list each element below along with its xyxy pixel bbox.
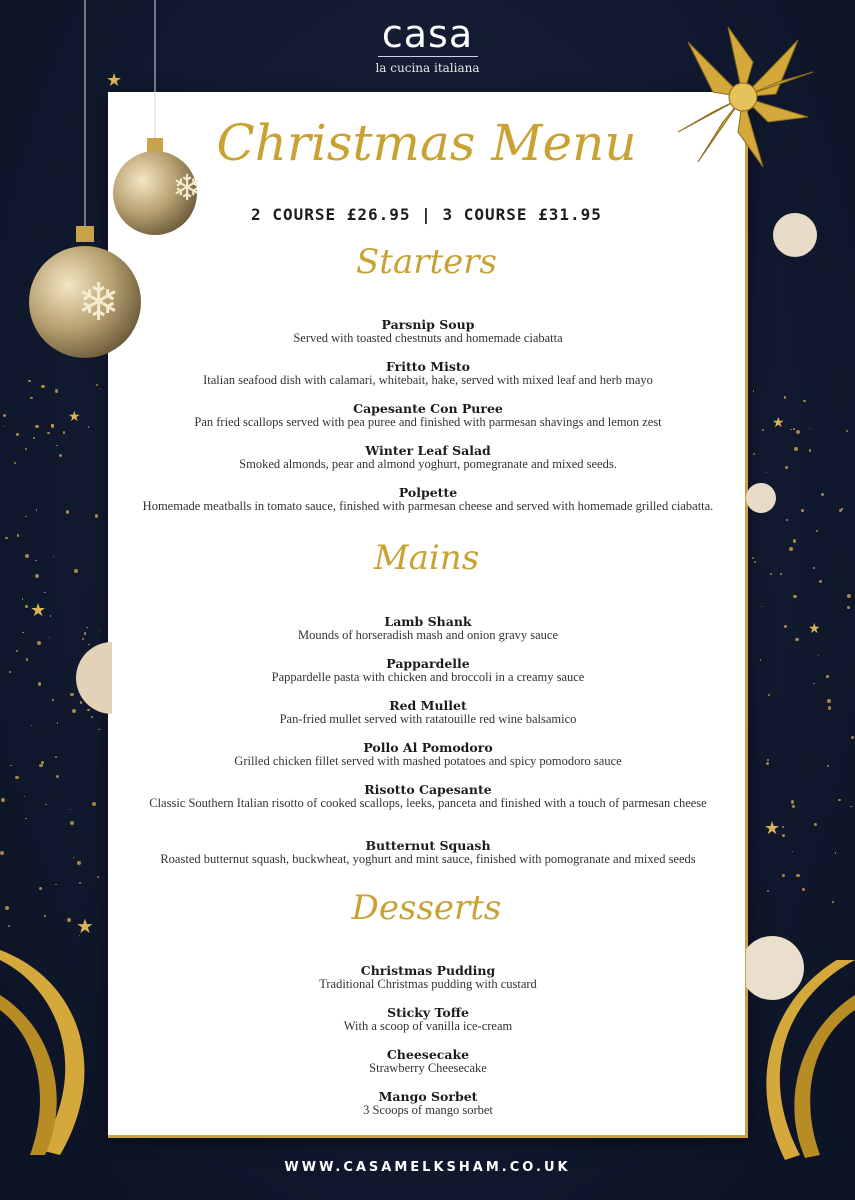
sparkle-dot [760,659,762,661]
sparkle-dot [832,901,834,903]
sparkle-dot [786,519,788,521]
sparkle-dot [791,800,794,803]
menu-item [138,485,718,513]
sparkle-dot [809,449,811,451]
menu-item [138,359,718,387]
sparkle-dot [17,534,19,536]
sparkle-dot [801,509,804,512]
sparkle-dot [792,805,795,808]
sparkle-dot [35,425,39,429]
sparkle-dot [47,432,49,434]
menu-item-name: Lamb Shank [384,614,472,629]
sparkle-dot [88,426,89,427]
menu-item [138,740,718,768]
sparkle-dot [25,605,28,608]
sparkle-dot [50,615,52,617]
menu-item [138,838,718,866]
sparkle-dot [30,397,33,400]
sparkle-dot [22,632,23,633]
sparkle-dot [49,637,50,638]
sparkle-dot [26,658,29,661]
sparkle-dot [70,821,74,825]
sparkle-dot [35,560,36,561]
menu-item-description: Classic Southern Italian risotto of cooked scallops, leeks, panceta and finished with a touch of parmesan cheese [149,796,707,810]
sparkle-dot [25,818,27,820]
menu-item [138,963,718,991]
sparkle-dot [780,573,782,575]
menu-item-description: Homemade meatballs in tomato sauce, finished with parmesan cheese and served with homemade grilled ciabatta. [142,499,714,513]
sparkle-dot [33,437,35,439]
sparkle-dot [59,454,62,457]
sparkle-dot [70,693,73,696]
sparkle-dot [35,574,39,578]
sparkle-dot [766,472,767,473]
sparkle-dot [70,809,71,810]
gift-bow-icon [668,22,818,172]
sparkle-dot [36,509,38,511]
sparkle-dot [16,433,19,436]
sparkle-dot [770,573,772,575]
star-icon: ★ [30,600,47,621]
sparkle-dot [100,388,101,389]
section-heading-mains: Mains [373,538,480,578]
star-icon: ★ [76,914,94,938]
menu-item-description: Pappardelle pasta with chicken and broccoli in a creamy sauce [271,670,585,684]
menu-item [138,656,718,684]
sparkle-dot [9,671,11,673]
sparkle-dot [25,554,29,558]
menu-item-description: With a scoop of vanilla ice-cream [343,1019,513,1033]
sparkle-dot [789,547,793,551]
logo-divider [378,56,478,57]
menu-item-name: Risotto Capesante [364,782,492,797]
sparkle-dot [31,725,32,726]
menu-item-description: Pan fried scallops served with pea puree and finished with parmesan shavings and lemon zest [194,415,662,429]
star-icon: ★ [106,70,123,91]
sparkle-dot [51,424,54,427]
section-heading-desserts: Desserts [351,888,502,928]
sparkle-dot [86,627,87,628]
sparkle-dot [782,874,785,877]
sparkle-dot [841,508,843,510]
sparkle-dot [39,764,42,767]
sparkle-dot [838,799,841,802]
sparkle-dot [794,447,798,451]
sparkle-dot [851,736,854,739]
sparkle-dot [38,682,42,686]
menu-item-name: Winter Leaf Salad [365,443,491,458]
sparkle-dot [793,539,796,542]
sparkle-dot [784,625,786,627]
sparkle-dot [793,428,795,430]
sparkle-dot [63,431,65,433]
sparkle-dot [55,884,56,885]
menu-pricing: 2 COURSE £26.95 | 3 COURSE £31.95 [251,205,602,224]
sparkle-dot [790,429,791,430]
sparkle-dot [753,390,755,392]
sparkle-dot [67,918,71,922]
menu-item-description: Smoked almonds, pear and almond yoghurt, pomegranate and mixed seeds. [239,457,617,471]
sparkle-dot [847,606,850,609]
sparkle-dot [98,729,100,731]
sparkle-dot [803,400,805,402]
sparkle-dot [57,722,58,723]
sparkle-dot [827,699,831,703]
sparkle-dot [10,765,12,767]
sparkle-dot [809,428,810,429]
svg-text:❄: ❄ [172,168,203,209]
sparkle-dot [793,595,796,598]
sparkle-dot [79,882,81,884]
sparkle-dot [96,384,98,386]
sparkle-dot [39,887,42,890]
sparkle-dot [15,776,18,779]
sparkle-dot [77,861,81,865]
menu-item-name: Red Mullet [389,698,467,713]
sparkle-dot [847,594,851,598]
sparkle-dot [66,510,69,513]
sparkle-dot [767,890,770,893]
menu-item-name: Christmas Pudding [360,963,496,978]
sparkle-dot [97,876,99,878]
sparkle-dot [95,514,98,517]
menu-item-name: Capesante Con Puree [353,401,503,416]
sparkle-dot [792,851,793,852]
sparkle-dot [816,530,818,532]
menu-item-name: Fritto Misto [386,359,470,374]
sparkle-dot [1,798,5,802]
menu-item-description: Strawberry Cheesecake [369,1061,487,1075]
menu-item-name: Mango Sorbet [378,1089,478,1104]
menu-item-description: Traditional Christmas pudding with custard [319,977,537,991]
sparkle-dot [850,806,852,808]
sparkle-dot [41,385,44,388]
menu-item-name: Sticky Toffe [387,1005,469,1020]
sparkle-dot [784,396,786,398]
menu-item-name: Cheesecake [386,1047,470,1062]
brand-tagline: la cucina italiana [375,61,480,75]
menu-item [138,317,718,345]
sparkle-dot [55,756,57,758]
sparkle-dot [814,823,817,826]
sparkle-dot [796,874,799,877]
sparkle-dot [826,675,829,678]
bauble-icon [746,478,776,518]
sparkle-dot [782,834,785,837]
sparkle-dot [25,448,27,450]
menu-item-description: Served with toasted chestnuts and homemade ciabatta [293,331,563,345]
sparkle-dot [56,775,59,778]
menu-item-description: Roasted butternut squash, buckwheat, yoghurt and mint sauce, finished with pomogranate and mixed seeds [160,852,696,866]
menu-card [108,92,748,1138]
sparkle-dot [802,888,805,891]
menu-item [138,614,718,642]
sparkle-dot [99,630,101,632]
sparkle-dot [821,493,824,496]
menu-title: Christmas Menu [216,114,637,172]
menu-item [138,1047,718,1075]
sparkle-dot [5,906,9,910]
sparkle-dot [818,655,819,656]
sparkle-dot [55,389,58,392]
menu-item-name: Parsnip Soup [381,317,475,332]
sparkle-dot [768,694,770,696]
sparkle-dot [785,466,788,469]
sparkle-dot [8,925,11,928]
star-icon: ★ [808,621,821,637]
sparkle-dot [761,606,762,607]
sparkle-dot [37,641,41,645]
sparkle-dot [25,516,26,517]
sparkle-dot [5,537,7,539]
sparkle-dot [84,632,86,634]
menu-item [138,1089,718,1117]
menu-item-description: Italian seafood dish with calamari, whitebait, hake, served with mixed leaf and herb mayo [203,373,653,387]
sparkle-dot [767,759,769,761]
sparkle-dot [846,430,848,432]
sparkle-dot [44,592,45,593]
sparkle-dot [813,683,814,684]
sparkle-dot [796,430,800,434]
sparkle-dot [16,650,18,652]
menu-item [138,698,718,726]
sparkle-dot [52,699,54,701]
sparkle-dot [0,851,4,855]
star-icon: ★ [764,818,781,839]
menu-item-name: Pappardelle [386,656,470,671]
sparkle-dot [762,429,764,431]
sparkle-dot [819,580,822,583]
bauble-icon [25,0,155,370]
menu-item [138,443,718,471]
sparkle-dot [28,380,30,382]
sparkle-dot [24,796,25,797]
menu-item-description: Mounds of horseradish mash and onion gravy sauce [297,628,559,642]
ribbon-icon [760,960,855,1160]
bauble-icon [770,210,820,260]
svg-text:❄: ❄ [77,273,121,333]
sparkle-dot [73,857,74,858]
bauble-icon [76,640,112,716]
brand-name: casa [381,12,474,56]
sparkle-dot [56,445,58,447]
menu-item-description: Pan-fried mullet served with ratatouille red wine balsamico [279,712,577,726]
sparkle-dot [22,598,23,599]
menu-item [138,782,718,810]
sparkle-dot [754,561,756,563]
sparkle-dot [74,569,78,573]
sparkle-dot [44,915,46,917]
ribbon-icon [0,950,110,1160]
sparkle-dot [92,802,96,806]
star-icon: ★ [68,409,81,425]
sparkle-dot [753,453,755,455]
sparkle-dot [835,852,836,853]
menu-item-name: Polpette [398,485,458,500]
menu-item-description: 3 Scoops of mango sorbet [363,1103,493,1117]
sparkle-dot [813,567,815,569]
sparkle-dot [752,557,754,559]
menu-item [138,401,718,429]
section-heading-starters: Starters [356,242,497,282]
sparkle-dot [827,765,830,768]
menu-item [138,1005,718,1033]
sparkle-dot [782,826,784,828]
sparkle-dot [3,414,6,417]
sparkle-dot [766,762,769,765]
menu-item-name: Pollo Al Pomodoro [363,740,493,755]
website-link[interactable]: WWW.CASAMELKSHAM.CO.UK [284,1160,571,1175]
sparkle-dot [795,638,799,642]
menu-item-name: Butternut Squash [365,838,491,853]
menu-item-description: Grilled chicken fillet served with mashed potatoes and spicy pomodoro sauce [234,754,622,768]
star-icon: ★ [772,415,785,431]
sparkle-dot [45,804,46,805]
sparkle-dot [14,462,16,464]
sparkle-dot [53,556,54,557]
sparkle-dot [4,426,5,427]
sparkle-dot [828,706,831,709]
